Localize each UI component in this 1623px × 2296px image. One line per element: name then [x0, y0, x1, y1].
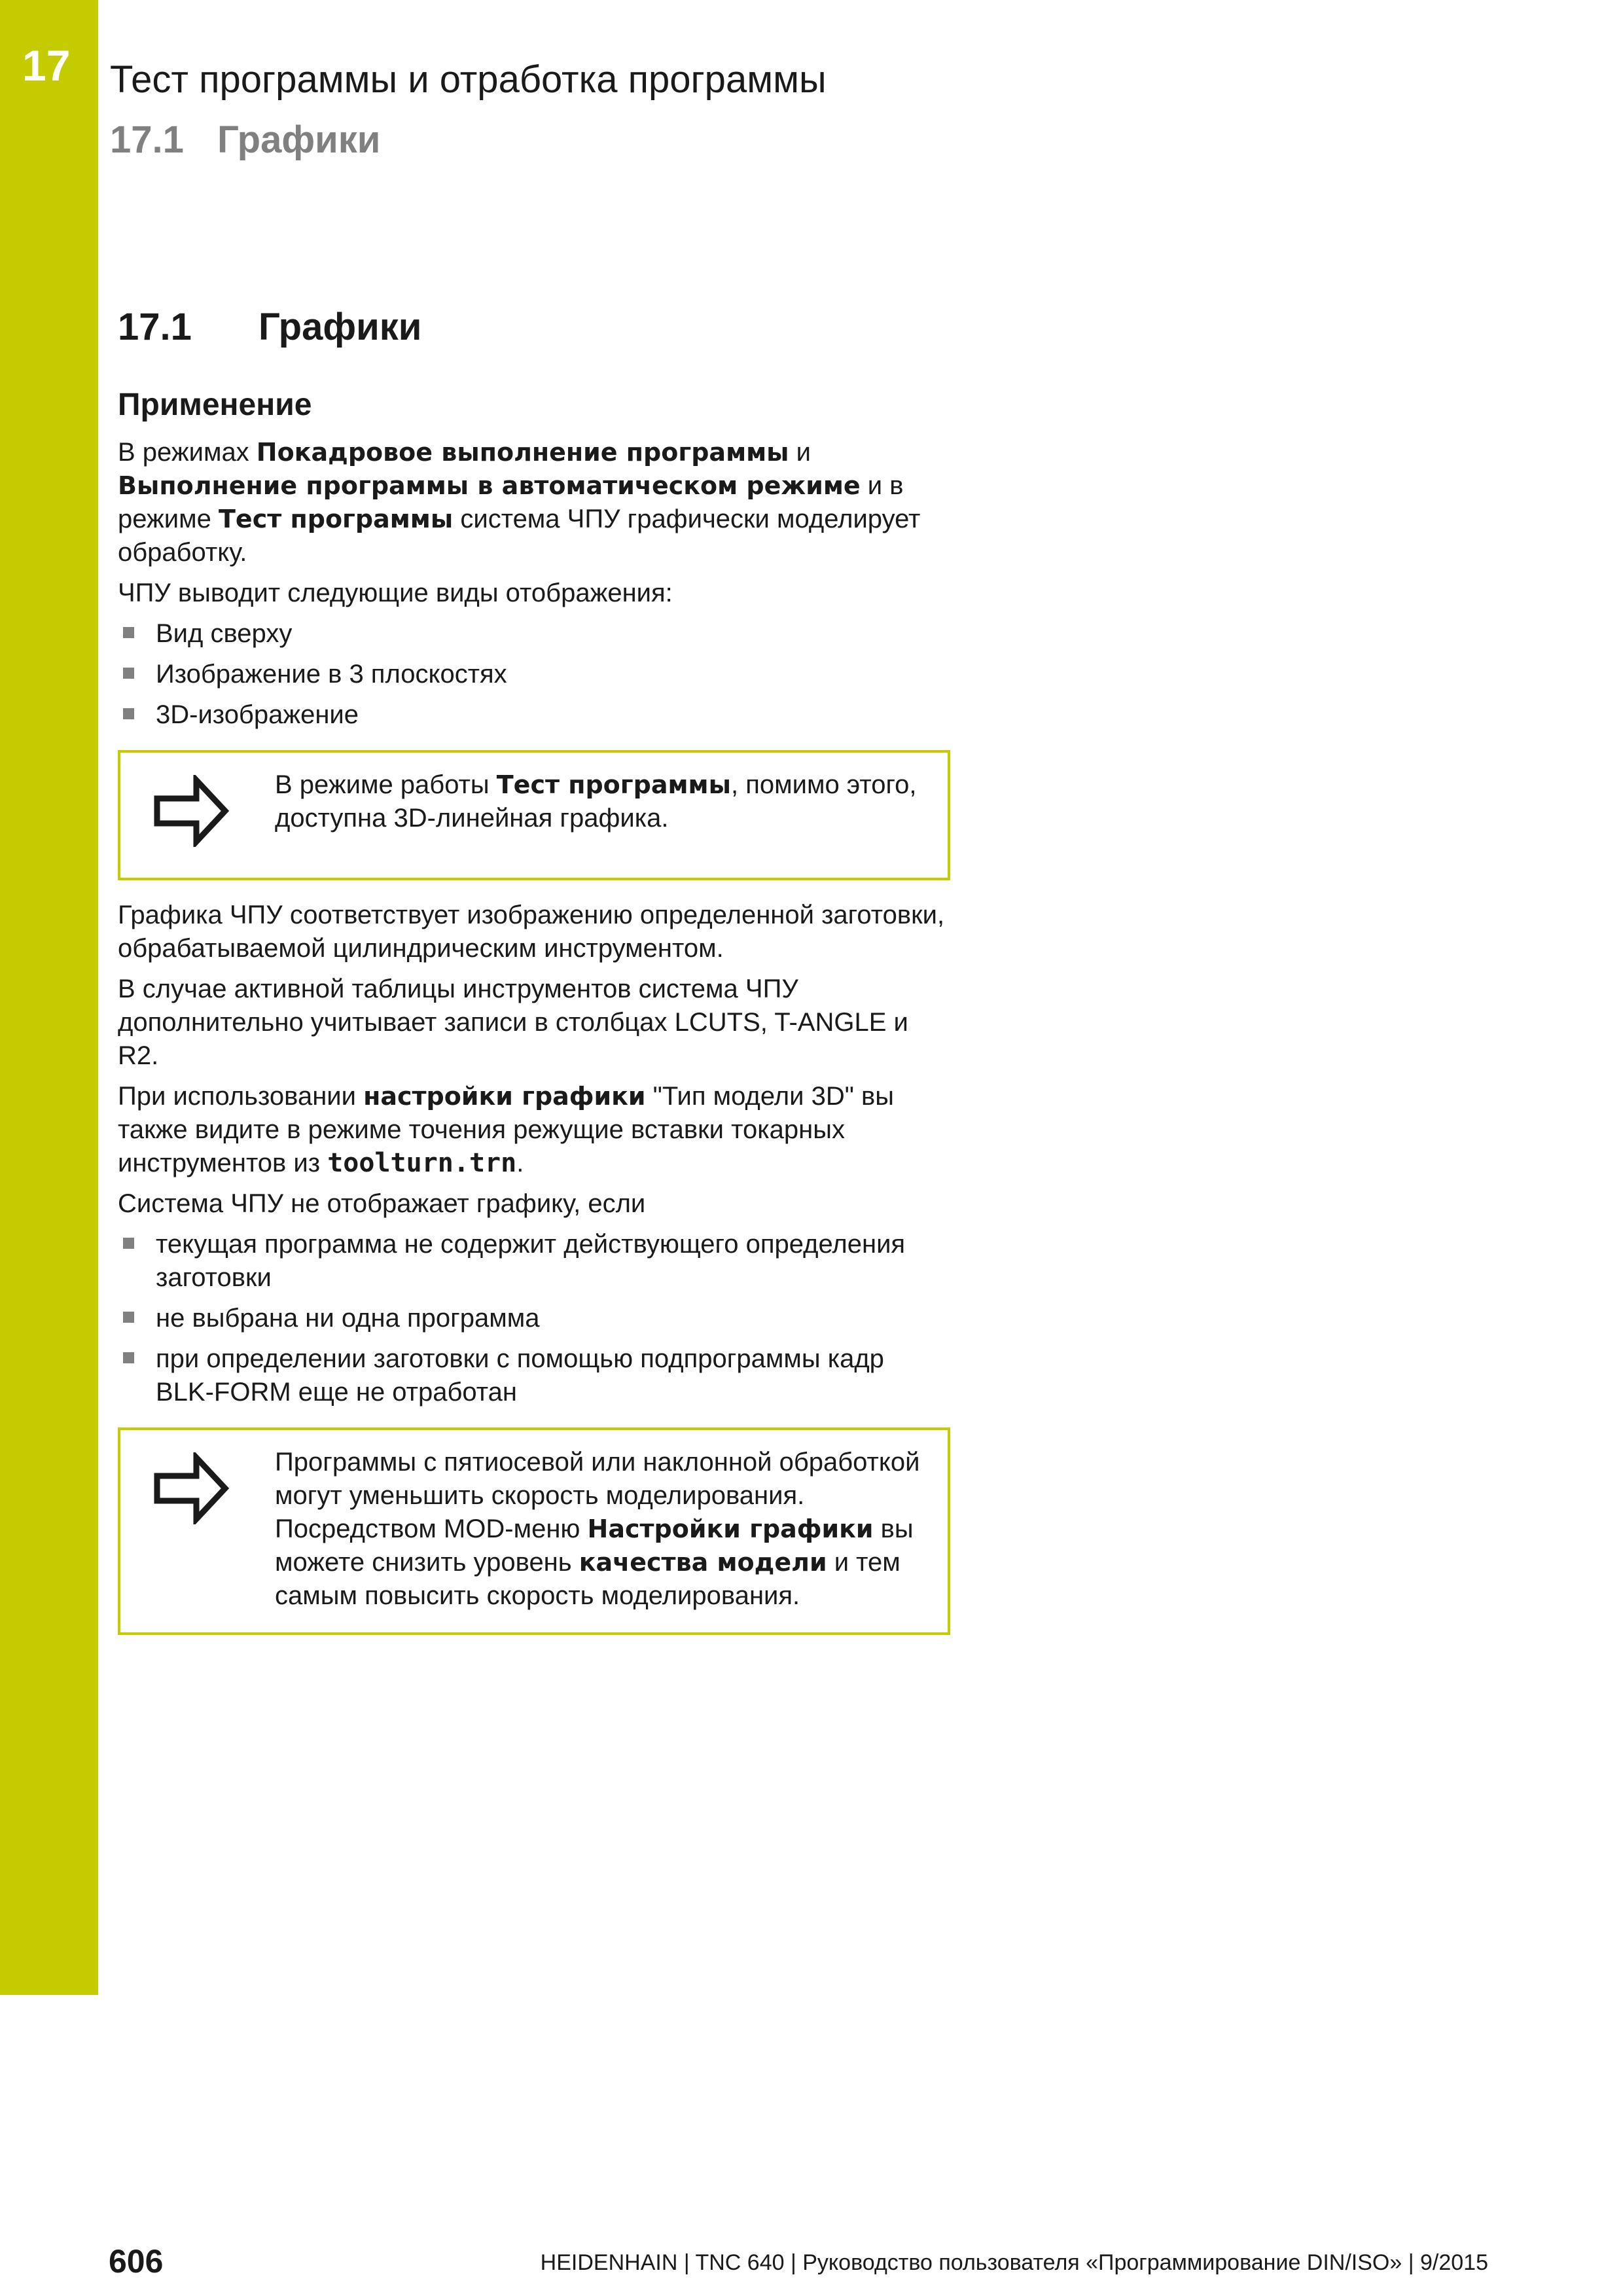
paragraph-graphics-settings: При использовании настройки графики "Тип модели 3D" вы также видите в режиме точения режущие вставки токарных инструментов из toolturn.trn.: [118, 1082, 895, 1178]
bullet-square-icon: [123, 668, 134, 679]
list-item: не выбрана ни одна программа: [118, 1302, 949, 1335]
subsection-heading: Применение: [118, 387, 312, 422]
bullet-square-icon: [123, 1238, 134, 1249]
note-box: [118, 750, 950, 880]
bullet-square-icon: [123, 1312, 134, 1323]
paragraph-views: ЧПУ выводит следующие виды отображения:: [118, 579, 673, 607]
paragraph-tool-table: В случае активной таблицы инструментов система ЧПУ дополнительно учитывает записи в столбцах LCUTS, T-ANGLE и R2.: [118, 975, 908, 1070]
section-number: 17.1: [118, 306, 192, 348]
chapter-number: 17: [22, 41, 71, 90]
list-item: текущая программа не содержит действующего определения заготовки: [118, 1228, 949, 1295]
mode-name: Тест программы: [496, 770, 731, 799]
paragraph-no-graphics: Система ЧПУ не отображает графику, если: [118, 1189, 646, 1218]
main-content: [118, 305, 949, 1653]
running-header-section-title: Графики: [217, 118, 381, 161]
arrow-right-icon: [152, 775, 230, 847]
file-name: toolturn.trn: [327, 1148, 517, 1178]
arrow-right-icon: [152, 1452, 230, 1524]
conditions-list: [118, 1228, 949, 1409]
views-list: [118, 617, 949, 732]
list-item: Вид сверху: [118, 617, 949, 651]
paragraph-graphics: Графика ЧПУ соответствует изображению определенной заготовки, обрабатываемой цилиндрическим инструментом.: [118, 901, 945, 963]
note-box: [118, 1427, 950, 1635]
list-item: при определении заготовки с помощью подпрограммы кадр BLK-FORM еще не отработан: [118, 1342, 949, 1409]
footer-text: HEIDENHAIN | TNC 640 | Руководство пользователя «Программирование DIN/ISO» | 9/2015: [540, 2250, 1488, 2275]
setting-name: настройки графики: [363, 1082, 646, 1111]
section-title: Графики: [259, 306, 422, 348]
running-header-section-number: 17.1: [110, 118, 184, 161]
bullet-square-icon: [123, 708, 134, 719]
setting-name: качества модели: [579, 1548, 827, 1577]
bullet-square-icon: [123, 627, 134, 638]
page-number: 606: [109, 2243, 164, 2280]
note-text: Программы с пятиосевой или наклонной обработкой могут уменьшить скорость моделирования. Посредством MOD-меню Настройки графики вы можете снизить уровень качества модели и тем самым повысить скорость моделирования.: [275, 1448, 920, 1610]
note-text: В режиме работы Тест программы, помимо этого, доступна 3D-линейная графика.: [275, 770, 917, 833]
mode-name: Покадровое выполнение программы: [256, 438, 789, 467]
mode-name: Тест программы: [219, 505, 454, 533]
bullet-square-icon: [123, 1352, 134, 1363]
list-item: 3D-изображение: [118, 698, 949, 732]
running-header-title: Тест программы и отработка программы: [110, 58, 827, 101]
setting-name: Настройки графики: [587, 1515, 874, 1543]
section-heading: [118, 305, 949, 349]
list-item: Изображение в 3 плоскостях: [118, 658, 949, 691]
chapter-sidebar: [0, 0, 98, 1995]
mode-name: Выполнение программы в автоматическом режиме: [118, 471, 861, 500]
running-header-section: [110, 118, 380, 162]
paragraph-modes: В режимах Покадровое выполнение программы и Выполнение программы в автоматическом режиме и в режиме Тест программы система ЧПУ графически моделирует обработку.: [118, 438, 921, 567]
